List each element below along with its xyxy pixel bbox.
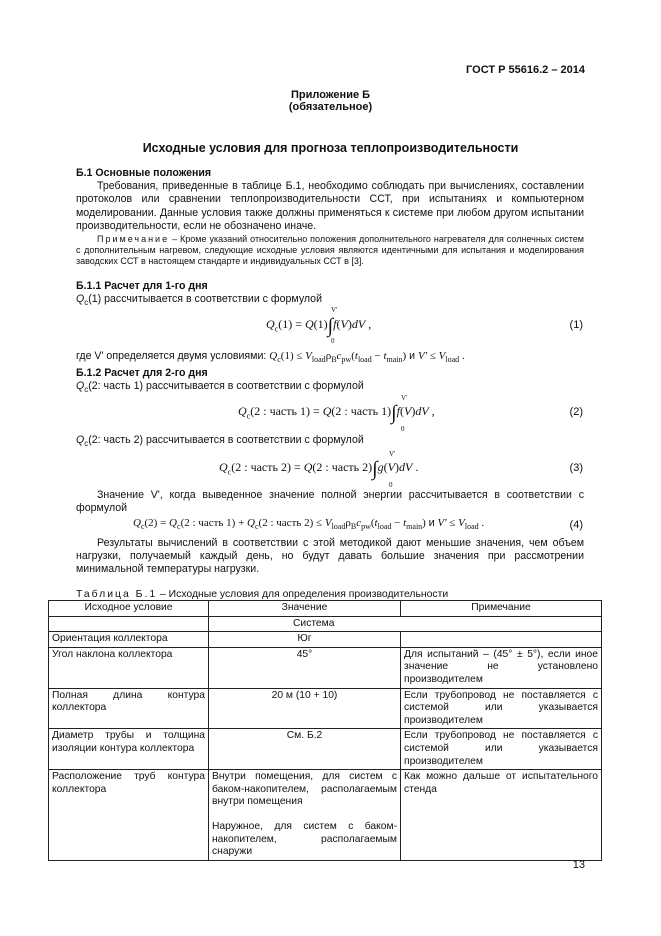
section-b11-intro: $Q_c(1)$ рассчитывается в соответствии с формулой xyxy=(76,293,322,308)
header-value: Значение xyxy=(209,601,401,617)
result-paragraph: Результаты вычислений в соответствии с этой методикой дают меньшие значения, чем объем нагрузки, получаемый каждый день, но будут давать большие значения при рассмотрении минимальной температуры нагрузки. xyxy=(76,537,584,576)
cell-note: Как можно дальше от испытательного стенда xyxy=(401,770,602,861)
cell-value: 20 м (10 + 10) xyxy=(209,688,401,729)
table-row xyxy=(49,688,602,729)
formula-1: $Q_c(1) = Q(1)\int f(V)dV$ , xyxy=(266,315,372,337)
standard-header: ГОСТ Р 55616.2 – 2014 xyxy=(466,64,585,76)
section-b12 xyxy=(76,367,584,397)
table-row xyxy=(49,729,602,770)
eq-number-2: (2) xyxy=(569,406,583,418)
section-b11 xyxy=(76,280,584,310)
table-row xyxy=(49,647,602,688)
group-system: Система xyxy=(209,616,602,632)
formula-3: $Q_c(2$ : часть 2) = Q(2 : часть 2)∫g(V)dV . xyxy=(219,458,419,480)
cell-note: Если трубопровод не поставляется с системой или указывается производителем xyxy=(401,688,602,729)
cell-note: Если трубопровод не поставляется с системой или указывается производителем xyxy=(401,729,602,770)
formula-1-upper-limit: V' xyxy=(331,306,338,314)
formula-4: $Q_c(2) = Q_c(2$ : часть $1) + Q_c(2$ : часть $2) \le V_{load}\rho_Bc_{pw}(t_{load} - t_{main})$ и $V' \le V_{load}$ . xyxy=(133,517,485,532)
cell-value: Внутри помещения, для систем с баком-накопителем, располагаемым внутри помещения Наружное, для систем с баком-накопителем, располагаемым снаружи xyxy=(209,770,401,861)
formula-3-lower-limit: 0 xyxy=(389,481,393,489)
section-b1-note xyxy=(76,234,584,268)
table-row xyxy=(49,632,602,648)
eq-number-3: (3) xyxy=(569,462,583,474)
section-b1-heading: Б.1 Основные положения xyxy=(76,167,212,179)
cell-value: Юг xyxy=(209,632,401,648)
appendix-status: (обязательное) xyxy=(288,101,373,113)
formula-1-conditions: где V' определяется двумя условиями: $Q_c(1) \le V_{load}\rho_Bc_{pw}(t_{load} - t_{main})$ и $V' \le V_{load}$ . xyxy=(76,350,465,365)
cell-value: См. Б.2 xyxy=(209,729,401,770)
header-condition: Исходное условие xyxy=(49,601,209,617)
note-label: Примечание xyxy=(97,234,170,245)
section-b11-heading: Б.1.1 Расчет для 1-го дня xyxy=(76,280,208,292)
formula-1-lower-limit: 0 xyxy=(331,337,335,345)
section-b1 xyxy=(76,167,584,268)
paragraph-v: Значение V', когда выведенное значение полной энергии рассчитывается в соответствии с формулой xyxy=(76,489,584,515)
eq-number-1: (1) xyxy=(569,319,583,331)
section-b12-heading: Б.1.2 Расчет для 2-го дня xyxy=(76,367,208,379)
section-b12-intro2: $Q_c(2$: часть 2) рассчитывается в соответствии с формулой xyxy=(76,434,364,449)
cell-note xyxy=(401,632,602,648)
table-row xyxy=(49,770,602,861)
page-number: 13 xyxy=(572,859,585,871)
formula-3-upper-limit: V' xyxy=(389,450,396,458)
formula-2-lower-limit: 0 xyxy=(401,425,405,433)
header-note: Примечание xyxy=(401,601,602,617)
main-title: Исходные условия для прогноза теплопроизводительности xyxy=(142,141,519,155)
table-caption: Таблица Б.1 – Исходные условия для определения производительности xyxy=(76,589,449,600)
cell-condition: Диаметр трубы и толщина изоляции контура коллектора xyxy=(49,729,209,770)
cell-condition: Угол наклона коллектора xyxy=(49,647,209,688)
note-text: – Кроме указаний относительно положения дополнительного нагревателя для солнечных систем с дополнительным нагревом, следующие исходные условия являются идентичными для испытания и моделирования заводских ССТ в настоящем стандарте и индивидуальных ССТ в [3]. xyxy=(76,234,584,267)
where-text: где V' определяется двумя условиями: xyxy=(76,350,267,362)
formula-2: $Q_c(2$ : часть 1) = Q(2 : часть 1)∫f(V)dV , xyxy=(238,402,435,424)
section-b1-paragraph: Требования, приведенные в таблице Б.1, необходимо соблюдать при вычислениях, составлении протоколов или сравнении теплопроизводительности ССТ, при испытаниях и компьютерном моделировании. Данные условия также должны применяться к системе при любом другом испытании производительности, если не обозначено иначе. xyxy=(76,180,584,232)
cell-condition: Расположение труб контура коллектора xyxy=(49,770,209,861)
cell-condition: Полная длина контура коллектора xyxy=(49,688,209,729)
formula-2-upper-limit: V' xyxy=(401,394,408,402)
cell-note: Для испытаний – (45° ± 5°), если иное значение не установлено производителем xyxy=(401,647,602,688)
cell-condition: Ориентация коллектора xyxy=(49,632,209,648)
cell-value: 45° xyxy=(209,647,401,688)
section-b12-intro1: $Q_c(2$: часть 1) рассчитывается в соответствии с формулой xyxy=(76,380,364,395)
conditions-table xyxy=(48,600,602,861)
table-header-row xyxy=(49,601,602,617)
eq-number-4: (4) xyxy=(569,519,583,531)
appendix-title: Приложение Б xyxy=(290,89,371,101)
table-group-row xyxy=(49,616,602,632)
